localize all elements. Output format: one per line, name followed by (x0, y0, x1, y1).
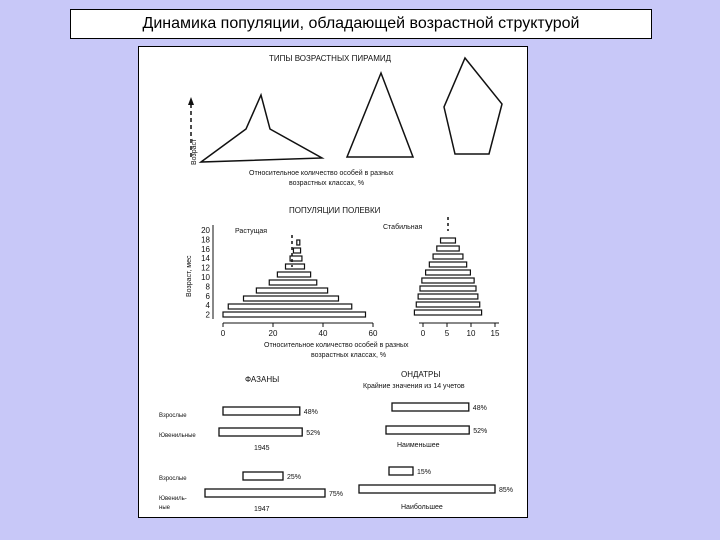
pheasant-adult-pct-1947: 25% (287, 474, 302, 481)
stable-age-bar (433, 254, 463, 259)
pheasant-juvenile-bar-1947 (205, 489, 325, 497)
muskrat-adult-bar-max (389, 467, 413, 475)
stable-age-bar (437, 246, 459, 251)
voles-stable-label: Стабильная (383, 224, 423, 231)
stable-age-bar (418, 294, 478, 299)
muskrat-max-label: Наибольшее (401, 504, 443, 511)
voles-growing-label: Растущая (235, 228, 268, 235)
stable-xtick-label: 5 (444, 329, 450, 338)
pheasant-year-1947: 1947 (254, 506, 270, 513)
stable-age-bar (422, 278, 474, 283)
muskrats-heading: ОНДАТРЫ (401, 370, 441, 379)
stable-xtick-label: 0 (420, 329, 426, 338)
voles-heading: ПОПУЛЯЦИИ ПОЛЕВКИ (289, 206, 381, 215)
age-tick-label: 6 (205, 291, 210, 301)
vole-age-ticks (201, 225, 213, 320)
growing-pyramid-shape (201, 95, 322, 162)
muskrat-juvenile-bar-max (359, 485, 495, 493)
muskrat-min-label: Наименьшее (397, 442, 440, 449)
pheasant-juvenile-label-1947-line2: ные (159, 505, 170, 511)
split-bars (205, 403, 513, 498)
age-tick-label: 8 (205, 282, 210, 292)
stable-age-bar (429, 262, 466, 267)
age-tick-label: 4 (205, 301, 210, 311)
voles-xlabel-line1: Относительное количество особей в разных (264, 342, 409, 349)
voles-xlabel-line2: возрастных классах, % (311, 352, 387, 359)
vole-growing-bars (223, 235, 366, 317)
title-box (70, 9, 652, 39)
pheasants-heading: ФАЗАНЫ (245, 375, 280, 384)
pheasant-year-1945: 1945 (254, 445, 270, 452)
growing-xtick-label: 40 (318, 329, 328, 338)
vole-stable-bars (414, 217, 481, 315)
age-tick-label: 10 (201, 273, 210, 282)
pheasant-adult-bar-1945 (223, 407, 300, 415)
stable-age-bar (426, 270, 471, 275)
pheasant-juvenile-pct-1947: 75% (329, 491, 344, 498)
muskrat-juvenile-bar-min (386, 426, 469, 434)
growing-age-bar (228, 304, 352, 309)
stable-age-bar (441, 238, 456, 243)
figure-panel (138, 46, 528, 518)
pheasant-juvenile-bar-1945 (219, 428, 302, 436)
pheasant-juvenile-pct-1945: 52% (306, 430, 321, 437)
age-tick-label: 16 (201, 244, 210, 254)
muskrats-subheading: Крайние значения из 14 учетов (363, 383, 465, 390)
growing-xtick-label: 60 (368, 329, 378, 338)
pheasant-adult-label-1947: Взрослые (159, 476, 187, 482)
growing-age-bar (269, 280, 317, 285)
pheasant-juvenile-label-1947-line1: Ювениль- (159, 496, 187, 502)
muskrat-juvenile-pct-min: 52% (473, 428, 488, 435)
voles-yaxis-label: Возраст, мес (186, 255, 193, 297)
stable-xticks (421, 323, 500, 338)
muskrat-adult-pct-max: 15% (417, 469, 432, 476)
growing-age-bar (277, 272, 310, 277)
muskrat-adult-bar-min (392, 403, 469, 411)
pyramid-yaxis-label: Возраст (191, 138, 198, 165)
stable-xtick-label: 15 (490, 329, 500, 338)
pheasant-adult-bar-1947 (243, 472, 283, 480)
stable-pyramid-shape (347, 73, 413, 157)
declining-pyramid-shape (444, 58, 502, 154)
pheasant-juvenile-label-1945: Ювенильные (159, 433, 196, 439)
age-tick-label: 18 (201, 235, 210, 245)
growing-xtick-label: 20 (268, 329, 278, 338)
pyramid-xlabel-line2: возрастных классах, % (289, 180, 365, 187)
figure-svg (139, 47, 527, 517)
muskrat-juvenile-pct-max: 85% (499, 487, 514, 494)
growing-age-bar (256, 288, 327, 293)
growing-age-bar (244, 296, 339, 301)
pyramid-xlabel-line1: Относительное количество особей в разных (249, 170, 394, 177)
muskrat-adult-pct-min: 48% (472, 405, 487, 412)
growing-xticks (221, 323, 378, 338)
stable-age-bar (420, 286, 476, 291)
pyramid-yaxis-arrowhead (188, 97, 194, 105)
age-tick-label: 20 (201, 226, 210, 235)
growing-age-bar (223, 312, 366, 317)
pheasant-adult-pct-1945: 48% (303, 409, 318, 416)
slide-title: Динамика популяции, обладающей возрастной структурой (142, 15, 580, 32)
age-tick-label: 12 (201, 263, 210, 273)
pheasant-adult-label-1945: Взрослые (159, 413, 187, 419)
growing-age-bar (297, 240, 300, 245)
age-tick-label: 2 (205, 310, 210, 320)
age-tick-label: 14 (201, 254, 210, 264)
stable-age-bar (416, 302, 479, 307)
pyramid-types-heading: ТИПЫ ВОЗРАСТНЫХ ПИРАМИД (269, 54, 392, 63)
stable-xtick-label: 10 (466, 329, 476, 338)
growing-xtick-label: 0 (220, 329, 226, 338)
growing-age-bar (293, 248, 300, 253)
stable-age-bar (414, 310, 481, 315)
growing-age-bar (286, 264, 305, 269)
